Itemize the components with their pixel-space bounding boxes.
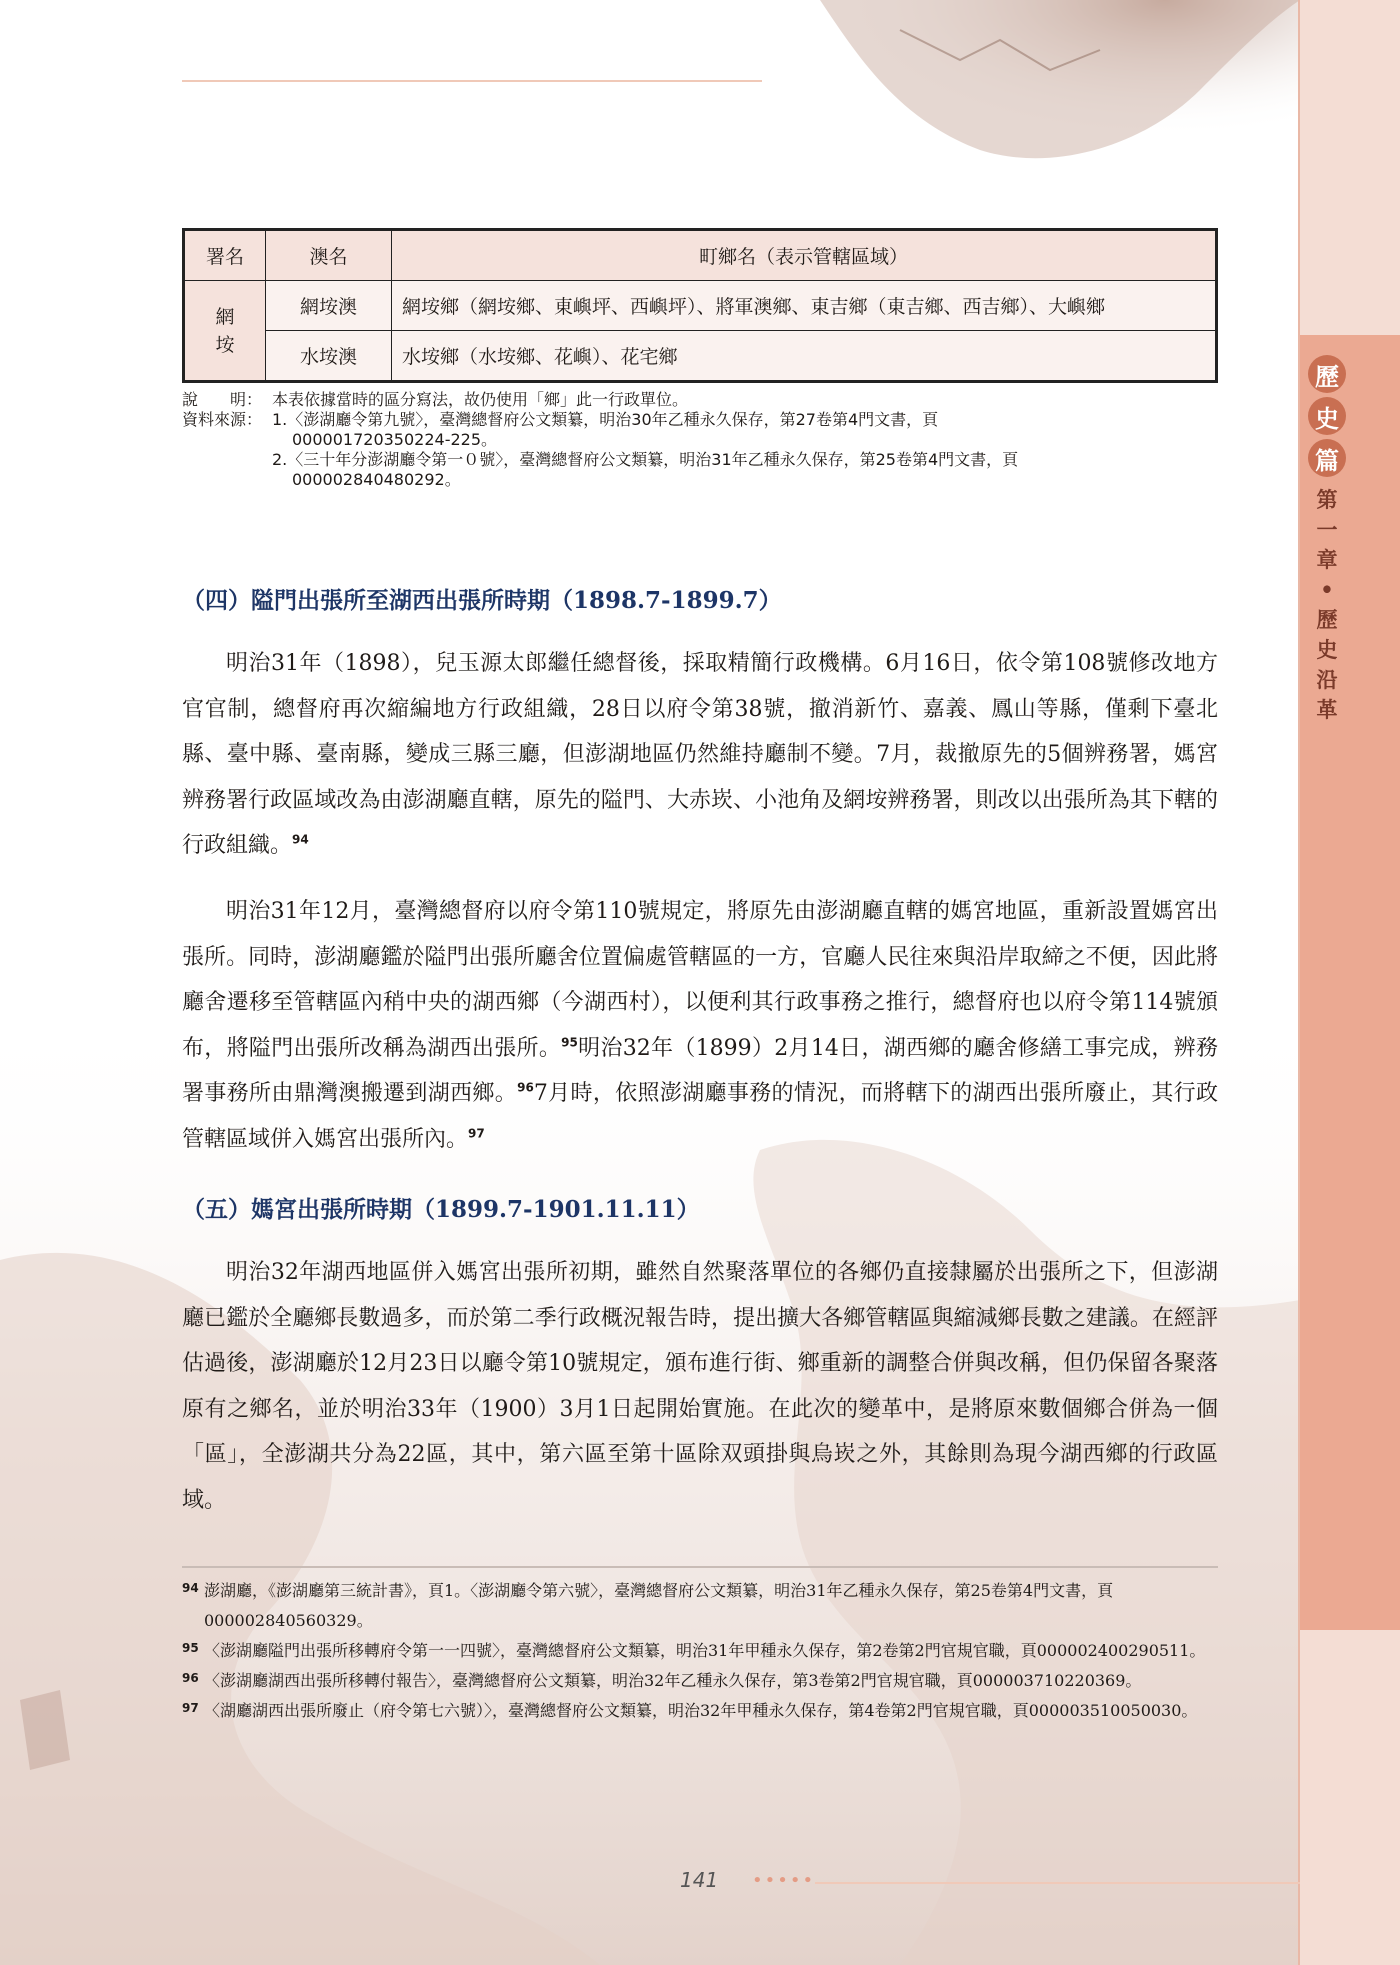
- footnote-number: 97: [182, 1701, 199, 1715]
- note-text: 本表依據當時的區分寫法，故仍使用「鄉」此一行政單位。: [272, 390, 689, 409]
- page-number: 141: [680, 1868, 719, 1892]
- note-source: [182, 410, 1222, 430]
- section-label-char: 歷: [1308, 355, 1346, 393]
- footnote-divider: [182, 1566, 1218, 1568]
- table-row: [184, 281, 1217, 331]
- note-explanation: [182, 390, 1222, 410]
- note-label: 說 明：: [182, 390, 263, 409]
- table-cell-towns: 水垵鄉（水垵鄉、花嶼）、花宅鄉: [392, 331, 1217, 382]
- footnote-text: 〈澎湖廳湖西出張所移轉付報告〉，臺灣總督府公文類纂，明治32年乙種永久保存，第3卷第2門官規官職，頁000003710220369。: [204, 1671, 1142, 1690]
- footnotes: [182, 1576, 1218, 1726]
- body-paragraph: [182, 641, 1218, 869]
- table-cell-ao: 網垵澳: [266, 281, 392, 331]
- table-header-row: [184, 230, 1217, 281]
- footnote-text: 〈湖廳湖西出張所廢止（府令第七六號）〉，臺灣總督府公文類纂，明治32年甲種永久保存，第4卷第2門官規官職，頁000003510050030。: [204, 1701, 1198, 1720]
- chapter-char: 沿: [1316, 667, 1338, 692]
- section-label-char: 篇: [1308, 439, 1346, 477]
- section-heading: （四）隘門出張所至湖西出張所時期（1898.7-1899.7）: [182, 587, 782, 614]
- section-label: [1308, 355, 1348, 481]
- note-text: 000002840480292。: [292, 470, 461, 489]
- chapter-char: 章: [1316, 547, 1338, 572]
- footnote-number: 94: [182, 1581, 199, 1595]
- body-paragraph: [182, 889, 1218, 1162]
- paragraph-text: 7月時，依照澎湖廳事務的情況，而將轄下的湖西出張所廢止，其行政管轄區域併入媽宮出張所內。: [182, 1081, 1218, 1152]
- chapter-char: 第: [1316, 487, 1338, 512]
- footnote-number: 96: [182, 1671, 199, 1685]
- footnote-ref[interactable]: 95: [561, 1035, 578, 1050]
- table-cell-ao: 水垵澳: [266, 331, 392, 382]
- footnote-item: [182, 1576, 1218, 1636]
- chapter-label: [1312, 485, 1342, 725]
- table-cell-region: [184, 281, 266, 382]
- body-paragraph: 明治32年湖西地區併入媽宮出張所初期，雖然自然聚落單位的各鄉仍直接隸屬於出張所之下，但澎湖廳已鑑於全廳鄉長數過多，而於第二季行政概況報告時，提出擴大各鄉管轄區與縮減鄉長數之建議。在經評估過後，澎湖廳於12月23日以廳令第10號規定，頒布進行街、鄉重新的調整合併與改稱，但仍保留各聚落原有之鄉名，並於明治33年（1900）3月1日起開始實施。在此次的變革中，是將原來數個鄉合併為一個「區」，全澎湖共分為22區，其中，第六區至第十區除双頭掛與烏崁之外，其餘則為現今湖西鄉的行政區域。: [182, 1260, 1218, 1513]
- section-label-char: 史: [1308, 397, 1346, 435]
- footnote-item: [182, 1636, 1218, 1666]
- footer-rule: [815, 1882, 1300, 1884]
- table-cell-towns: 網垵鄉（網垵鄉、東嶼坪、西嶼坪）、將軍澳鄉、東吉鄉（東吉鄉、西吉鄉）、大嶼鄉: [392, 281, 1217, 331]
- footnote-text: 〈澎湖廳隘門出張所移轉府令第一一四號〉，臺灣總督府公文類纂，明治31年甲種永久保存，第2卷第2門官規官職，頁000002400290511。: [204, 1641, 1206, 1660]
- note-text: 1.〈澎湖廳令第九號〉，臺灣總督府公文類纂，明治30年乙種永久保存，第27卷第4門文書，頁: [272, 410, 939, 429]
- note-text: 000001720350224-225。: [292, 430, 498, 449]
- paragraph-text: 明治31年12月，臺灣總督府以府令第110號規定，將原先由澎湖廳直轄的媽宮地區，重新設置媽宮出張所。同時，澎湖廳鑑於隘門出張所廳舍位置偏處管轄區的一方，官廳人民往來與沿岸取締之不便，因此將廳舍遷移至管轄區內稍中央的湖西鄉（今湖西村），以便利其行政事務之推行，總督府也以府令第114號頒布，將隘門出張所改稱為湖西出張所。: [182, 899, 1218, 1061]
- footnote-item: [182, 1666, 1218, 1696]
- town-table: [182, 228, 1218, 383]
- region-label: 網垵: [215, 305, 235, 356]
- footnote-item: [182, 1696, 1218, 1726]
- paragraph-text: 明治32年（1899）2月14日，湖西鄉的廳舍修繕工事完成，辨務署事務所由鼎灣澳搬遷到湖西鄉。: [182, 1035, 1218, 1106]
- table-header-cell: 町鄉名（表示管轄區域）: [392, 230, 1217, 281]
- chapter-char: 史: [1316, 637, 1338, 662]
- footnote-ref[interactable]: 96: [517, 1080, 534, 1095]
- section-heading: （五）媽宮出張所時期（1899.7-1901.11.11）: [182, 1196, 700, 1223]
- note-label: 資料來源：: [182, 410, 263, 429]
- chapter-char: •: [1320, 577, 1334, 602]
- chapter-char: 一: [1316, 517, 1338, 542]
- table-row: [184, 331, 1217, 382]
- paragraph-text: 明治31年（1898），兒玉源太郎繼任總督後，採取精簡行政機構。6月16日，依令第108號修改地方官官制，總督府再次縮編地方行政組織，28日以府令第38號，撤消新竹、嘉義、鳳山等縣，僅剩下臺北縣、臺中縣、臺南縣，變成三縣三廳，但澎湖地區仍然維持廳制不變。7月，裁撤原先的5個辨務署，媽宮辨務署行政區域改為由澎湖廳直轄，原先的隘門、大赤崁、小池角及網垵辨務署，則改以出張所為其下轄的行政組織。: [182, 651, 1218, 858]
- chapter-char: 歷: [1316, 607, 1338, 632]
- table-header-cell: 澳名: [266, 230, 392, 281]
- footnote-ref[interactable]: 94: [292, 832, 309, 847]
- table-notes: [182, 390, 1222, 490]
- table-header-cell: 署名: [184, 230, 266, 281]
- note-text: 2.〈三十年分澎湖廳令第一０號〉，臺灣總督府公文類纂，明治31年乙種永久保存，第25卷第4門文書，頁: [272, 450, 1019, 469]
- footnote-text: 澎湖廳，《澎湖廳第三統計書》，頁1。〈澎湖廳令第六號〉，臺灣總督府公文類纂，明治31年乙種永久保存，第25卷第4門文書，頁000002840560329。: [204, 1581, 1114, 1630]
- page-dots-decoration: •••••: [752, 1870, 816, 1891]
- footnote-ref[interactable]: 97: [468, 1126, 485, 1141]
- chapter-char: 革: [1316, 697, 1338, 722]
- footnote-number: 95: [182, 1641, 199, 1655]
